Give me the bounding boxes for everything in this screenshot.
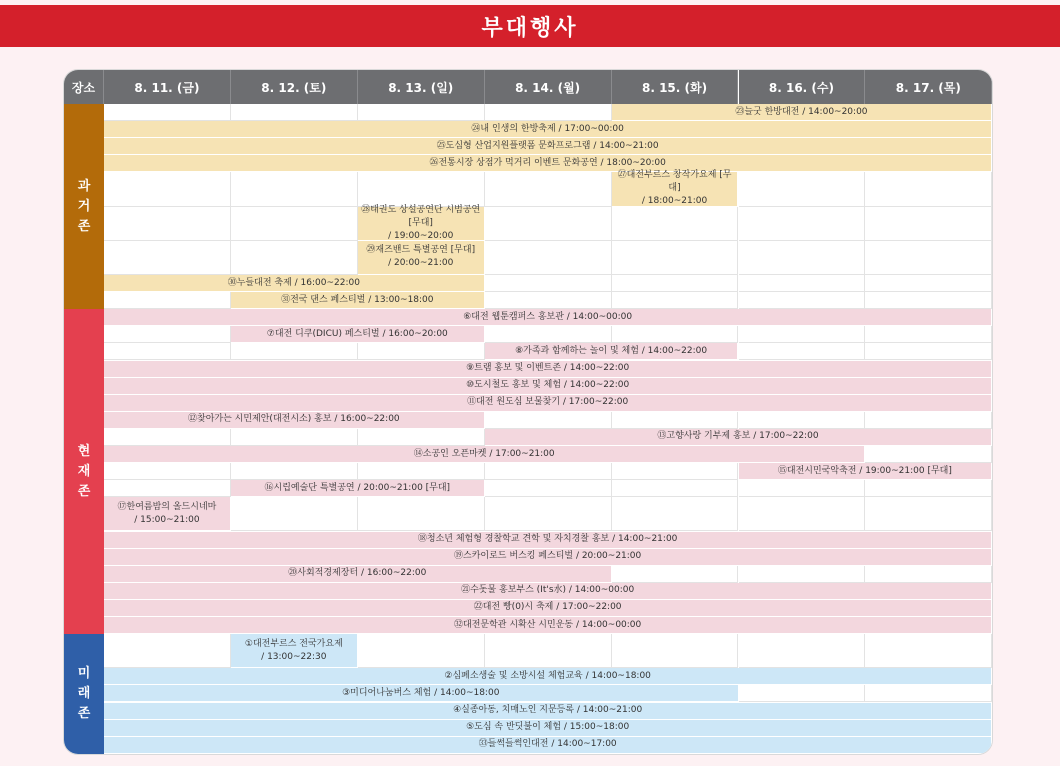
schedule-grid — [64, 70, 992, 754]
event-28-0[interactable]: ②심폐소생술 및 소방시설 체험교육 / 14:00~18:00 — [104, 668, 992, 685]
event-0-0[interactable]: ㉓늘굿 한방대전 / 14:00~20:00 — [612, 104, 992, 121]
empty-cell — [612, 326, 739, 343]
header-date-7: 8. 17. (목) — [865, 70, 992, 104]
empty-cell — [104, 292, 231, 309]
empty-cell — [231, 463, 358, 480]
header-date-5: 8. 15. (화) — [612, 70, 739, 104]
empty-cell — [865, 172, 992, 206]
event-31-0[interactable]: ⑤도심 속 반딧불이 체험 / 15:00~18:00 — [104, 720, 992, 737]
empty-cell — [231, 172, 358, 206]
event-10-0[interactable]: ⑦대전 디쿠(DICU) 페스티벌 / 16:00~20:00 — [231, 326, 485, 343]
empty-cell — [739, 685, 866, 702]
empty-cell — [485, 412, 612, 429]
empty-cell — [612, 497, 739, 531]
empty-cell — [104, 463, 231, 480]
empty-cell — [358, 343, 485, 360]
header-date-2: 8. 12. (토) — [231, 70, 358, 104]
event-4-0[interactable]: ㉗대전부르스 창작가요제 [무대] / 18:00~21:00 — [612, 172, 739, 206]
event-15-0[interactable]: ⑫찾아가는 시민제안(대전시소) 홍보 / 16:00~22:00 — [104, 412, 485, 429]
empty-cell — [612, 207, 739, 241]
event-27-0[interactable]: ①대전부르스 전국가요제 / 13:00~22:30 — [231, 634, 358, 668]
empty-cell — [358, 172, 485, 206]
empty-cell — [612, 634, 739, 668]
empty-cell — [485, 241, 612, 275]
zone-label: 현재존 — [77, 443, 91, 499]
empty-cell — [485, 172, 612, 206]
zone-future — [64, 634, 104, 754]
empty-cell — [358, 104, 485, 121]
zone-past — [64, 104, 104, 309]
empty-cell — [612, 566, 739, 583]
empty-cell — [865, 241, 992, 275]
event-22-0[interactable]: ⑲스카이로드 버스킹 페스티벌 / 20:00~21:00 — [104, 549, 992, 566]
empty-cell — [865, 275, 992, 292]
page-title: 부대행사 — [0, 5, 1060, 47]
empty-cell — [865, 634, 992, 668]
empty-cell — [485, 326, 612, 343]
empty-cell — [485, 275, 612, 292]
event-20-0[interactable]: ⑰한여름밤의 올드시네마 / 15:00~21:00 — [104, 497, 231, 531]
event-17-0[interactable]: ⑭소공인 오픈마켓 / 17:00~21:00 — [104, 446, 865, 463]
event-26-0[interactable]: ㉜대전문학관 시확산 시민운동 / 14:00~00:00 — [104, 617, 992, 634]
event-5-0[interactable]: ㉘태권도 상설공연단 시범공연 [무대] / 19:00~20:00 — [358, 207, 485, 241]
schedule-table — [64, 70, 992, 754]
empty-cell — [865, 446, 992, 463]
header-date-3: 8. 13. (일) — [358, 70, 485, 104]
empty-cell — [865, 497, 992, 531]
empty-cell — [485, 207, 612, 241]
event-8-0[interactable]: ㉛전국 댄스 페스티벌 / 13:00~18:00 — [231, 292, 485, 309]
empty-cell — [231, 241, 358, 275]
event-19-0[interactable]: ⑯시립예술단 특별공연 / 20:00~21:00 [무대] — [231, 480, 485, 497]
empty-cell — [612, 463, 739, 480]
empty-cell — [231, 104, 358, 121]
event-7-0[interactable]: ㉚누들대전 축제 / 16:00~22:00 — [104, 275, 485, 292]
event-3-0[interactable]: ㉖전통시장 상점가 먹거리 이벤트 문화공연 / 18:00~20:00 — [104, 155, 992, 172]
empty-cell — [739, 480, 866, 497]
event-29-0[interactable]: ③미디어나눔버스 체험 / 14:00~18:00 — [104, 685, 739, 702]
empty-cell — [231, 207, 358, 241]
empty-cell — [612, 292, 739, 309]
empty-cell — [612, 412, 739, 429]
zone-present — [64, 309, 104, 634]
zone-label: 미래존 — [77, 665, 91, 721]
event-9-0[interactable]: ⑥대전 웹툰캠퍼스 홍보관 / 14:00~00:00 — [104, 309, 992, 326]
empty-cell — [104, 326, 231, 343]
empty-cell — [358, 429, 485, 446]
empty-cell — [865, 412, 992, 429]
event-1-0[interactable]: ㉔내 인생의 한방축제 / 17:00~00:00 — [104, 121, 992, 138]
event-21-0[interactable]: ⑱청소년 체험형 경찰학교 견학 및 자치경찰 홍보 / 14:00~21:00 — [104, 532, 992, 549]
empty-cell — [739, 566, 866, 583]
empty-cell — [865, 480, 992, 497]
empty-cell — [612, 480, 739, 497]
empty-cell — [865, 343, 992, 360]
empty-cell — [104, 634, 231, 668]
empty-cell — [739, 343, 866, 360]
event-11-0[interactable]: ⑧가족과 함께하는 놀이 및 체험 / 14:00~22:00 — [485, 343, 739, 360]
empty-cell — [104, 104, 231, 121]
empty-cell — [739, 172, 866, 206]
event-25-0[interactable]: ㉒대전 빵(0)시 축제 / 17:00~22:00 — [104, 600, 992, 617]
empty-cell — [612, 241, 739, 275]
empty-cell — [485, 634, 612, 668]
empty-cell — [358, 463, 485, 480]
empty-cell — [865, 292, 992, 309]
empty-cell — [865, 326, 992, 343]
empty-cell — [865, 685, 992, 702]
empty-cell — [485, 497, 612, 531]
empty-cell — [739, 292, 866, 309]
empty-cell — [231, 429, 358, 446]
empty-cell — [739, 241, 866, 275]
event-30-0[interactable]: ④실종아동, 치매노인 지문등록 / 14:00~21:00 — [104, 703, 992, 720]
empty-cell — [739, 412, 866, 429]
event-24-0[interactable]: ㉑수돗물 홍보부스 (It's水) / 14:00~00:00 — [104, 583, 992, 600]
empty-cell — [865, 566, 992, 583]
event-14-0[interactable]: ⑪대전 원도심 보물찾기 / 17:00~22:00 — [104, 395, 992, 412]
empty-cell — [739, 207, 866, 241]
event-12-0[interactable]: ⑨트램 홍보 및 이벤트존 / 14:00~22:00 — [104, 361, 992, 378]
empty-cell — [104, 241, 231, 275]
empty-cell — [485, 104, 612, 121]
empty-cell — [485, 463, 612, 480]
empty-cell — [739, 275, 866, 292]
empty-cell — [104, 207, 231, 241]
header-date-1: 8. 11. (금) — [104, 70, 231, 104]
empty-cell — [358, 497, 485, 531]
event-16-0[interactable]: ⑬고향사랑 기부제 홍보 / 17:00~22:00 — [485, 429, 992, 446]
empty-cell — [104, 429, 231, 446]
header-date-4: 8. 14. (월) — [485, 70, 612, 104]
empty-cell — [739, 634, 866, 668]
event-18-0[interactable]: ⑮대전시민국악축전 / 19:00~21:00 [무대] — [739, 463, 993, 480]
empty-cell — [231, 497, 358, 531]
event-2-0[interactable]: ㉕도심형 산업지원플랫폼 문화프로그램 / 14:00~21:00 — [104, 138, 992, 155]
empty-cell — [231, 343, 358, 360]
empty-cell — [612, 275, 739, 292]
empty-cell — [865, 207, 992, 241]
empty-cell — [104, 172, 231, 206]
event-23-0[interactable]: ⑳사회적경제장터 / 16:00~22:00 — [104, 566, 612, 583]
empty-cell — [485, 292, 612, 309]
empty-cell — [104, 480, 231, 497]
empty-cell — [358, 634, 485, 668]
empty-cell — [739, 326, 866, 343]
event-6-0[interactable]: ㉙재즈밴드 특별공연 [무대] / 20:00~21:00 — [358, 241, 485, 275]
empty-cell — [739, 497, 866, 531]
header-date-6: 8. 16. (수) — [739, 70, 866, 104]
empty-cell — [104, 343, 231, 360]
empty-cell — [485, 480, 612, 497]
zone-label: 과거존 — [77, 178, 91, 234]
event-32-0[interactable]: ㉝들썩들썩인대전 / 14:00~17:00 — [104, 737, 992, 754]
header-place: 장소 — [64, 70, 104, 104]
event-13-0[interactable]: ⑩도시철도 홍보 및 체험 / 14:00~22:00 — [104, 378, 992, 395]
